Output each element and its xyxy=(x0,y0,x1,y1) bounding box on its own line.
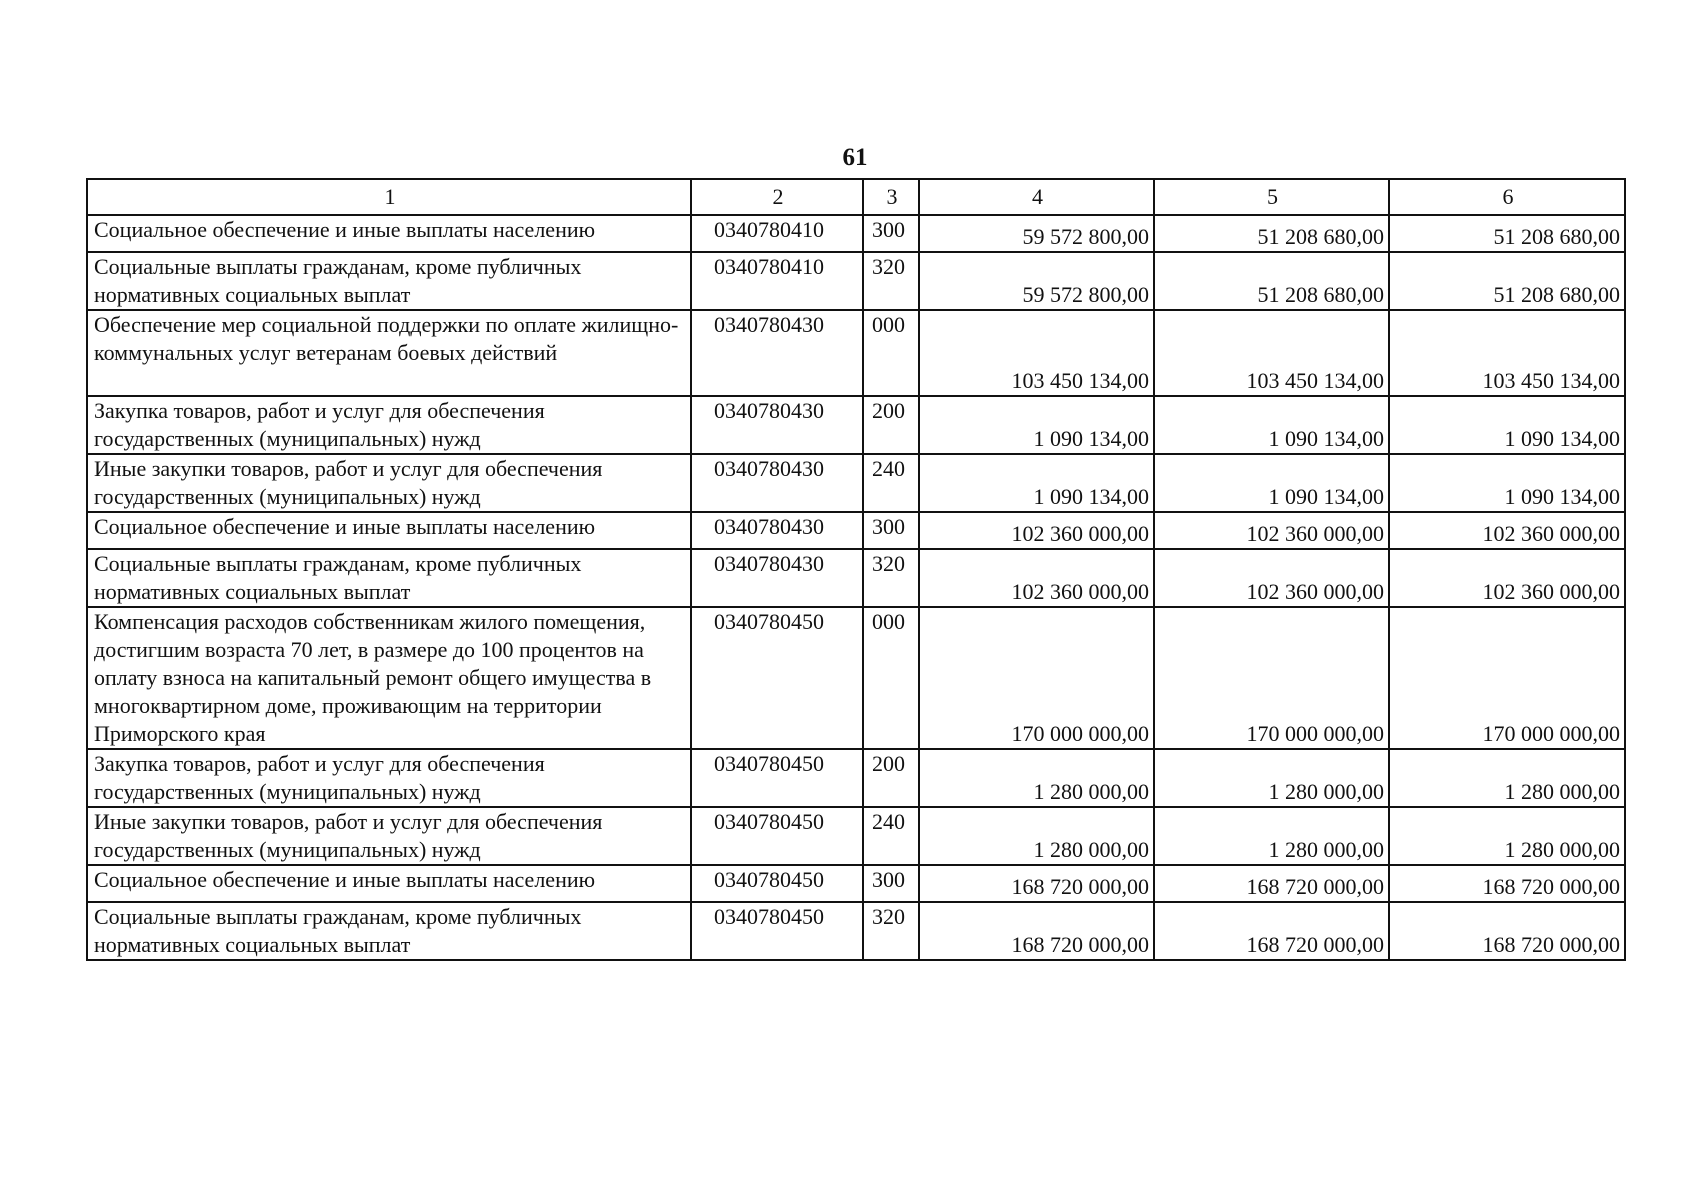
row-name: Закупка товаров, работ и услуг для обеспечения государственных (муниципальных) нужд xyxy=(87,749,691,807)
column-header-6: 6 xyxy=(1389,179,1625,215)
header-row xyxy=(87,179,1625,215)
row-expense-type: 240 xyxy=(863,454,919,512)
row-amount-5: 102 360 000,00 xyxy=(1154,512,1389,549)
row-expense-type: 300 xyxy=(863,215,919,252)
row-name: Компенсация расходов собственникам жилого помещения, достигшим возраста 70 лет, в размере до 100 процентов на оплату взноса на капитальный ремонт общего имущества в многоквартирном доме, проживающим на территории Приморского края xyxy=(87,607,691,749)
row-expense-type: 300 xyxy=(863,865,919,902)
row-amount-6: 168 720 000,00 xyxy=(1389,902,1625,960)
column-header-1: 1 xyxy=(87,179,691,215)
row-expense-type: 240 xyxy=(863,807,919,865)
column-header-3: 3 xyxy=(863,179,919,215)
row-amount-4: 103 450 134,00 xyxy=(919,310,1154,396)
row-amount-4: 168 720 000,00 xyxy=(919,865,1154,902)
table-row xyxy=(87,454,1625,512)
column-header-4: 4 xyxy=(919,179,1154,215)
table-row xyxy=(87,252,1625,310)
row-expense-type: 200 xyxy=(863,749,919,807)
row-target-code: 0340780430 xyxy=(691,454,863,512)
row-target-code: 0340780430 xyxy=(691,396,863,454)
table-row xyxy=(87,865,1625,902)
row-expense-type: 320 xyxy=(863,252,919,310)
row-expense-type: 300 xyxy=(863,512,919,549)
row-amount-4: 1 280 000,00 xyxy=(919,807,1154,865)
table-row xyxy=(87,749,1625,807)
row-amount-6: 170 000 000,00 xyxy=(1389,607,1625,749)
row-target-code: 0340780410 xyxy=(691,215,863,252)
row-target-code: 0340780430 xyxy=(691,512,863,549)
row-amount-6: 168 720 000,00 xyxy=(1389,865,1625,902)
row-amount-6: 1 280 000,00 xyxy=(1389,749,1625,807)
row-amount-4: 1 090 134,00 xyxy=(919,396,1154,454)
row-name: Социальные выплаты гражданам, кроме публичных нормативных социальных выплат xyxy=(87,902,691,960)
table-row xyxy=(87,902,1625,960)
row-amount-5: 51 208 680,00 xyxy=(1154,215,1389,252)
row-amount-5: 1 280 000,00 xyxy=(1154,749,1389,807)
row-amount-5: 1 090 134,00 xyxy=(1154,454,1389,512)
row-name: Иные закупки товаров, работ и услуг для обеспечения государственных (муниципальных) нужд xyxy=(87,454,691,512)
row-amount-6: 102 360 000,00 xyxy=(1389,512,1625,549)
row-name: Социальные выплаты гражданам, кроме публичных нормативных социальных выплат xyxy=(87,252,691,310)
row-amount-4: 59 572 800,00 xyxy=(919,215,1154,252)
row-target-code: 0340780450 xyxy=(691,865,863,902)
table-row xyxy=(87,310,1625,396)
row-name: Социальное обеспечение и иные выплаты населению xyxy=(87,215,691,252)
table-row xyxy=(87,215,1625,252)
budget-table xyxy=(86,178,1626,961)
row-amount-5: 168 720 000,00 xyxy=(1154,865,1389,902)
row-amount-4: 102 360 000,00 xyxy=(919,512,1154,549)
table-row xyxy=(87,396,1625,454)
row-amount-4: 1 090 134,00 xyxy=(919,454,1154,512)
row-target-code: 0340780450 xyxy=(691,807,863,865)
row-amount-6: 1 090 134,00 xyxy=(1389,454,1625,512)
row-expense-type: 320 xyxy=(863,902,919,960)
row-target-code: 0340780410 xyxy=(691,252,863,310)
table-row xyxy=(87,807,1625,865)
table-row xyxy=(87,549,1625,607)
row-name: Закупка товаров, работ и услуг для обеспечения государственных (муниципальных) нужд xyxy=(87,396,691,454)
row-target-code: 0340780450 xyxy=(691,749,863,807)
row-amount-6: 1 090 134,00 xyxy=(1389,396,1625,454)
row-amount-5: 1 280 000,00 xyxy=(1154,807,1389,865)
table-row xyxy=(87,512,1625,549)
row-target-code: 0340780450 xyxy=(691,902,863,960)
row-amount-6: 51 208 680,00 xyxy=(1389,215,1625,252)
row-target-code: 0340780450 xyxy=(691,607,863,749)
row-amount-4: 168 720 000,00 xyxy=(919,902,1154,960)
row-amount-4: 102 360 000,00 xyxy=(919,549,1154,607)
row-amount-5: 1 090 134,00 xyxy=(1154,396,1389,454)
row-amount-5: 103 450 134,00 xyxy=(1154,310,1389,396)
row-expense-type: 200 xyxy=(863,396,919,454)
row-amount-4: 59 572 800,00 xyxy=(919,252,1154,310)
row-amount-5: 102 360 000,00 xyxy=(1154,549,1389,607)
column-header-5: 5 xyxy=(1154,179,1389,215)
table-row xyxy=(87,607,1625,749)
row-amount-6: 103 450 134,00 xyxy=(1389,310,1625,396)
column-header-2: 2 xyxy=(691,179,863,215)
row-name: Социальное обеспечение и иные выплаты населению xyxy=(87,512,691,549)
row-amount-6: 51 208 680,00 xyxy=(1389,252,1625,310)
row-name: Иные закупки товаров, работ и услуг для обеспечения государственных (муниципальных) нужд xyxy=(87,807,691,865)
row-expense-type: 320 xyxy=(863,549,919,607)
row-target-code: 0340780430 xyxy=(691,310,863,396)
row-amount-4: 1 280 000,00 xyxy=(919,749,1154,807)
row-amount-4: 170 000 000,00 xyxy=(919,607,1154,749)
row-target-code: 0340780430 xyxy=(691,549,863,607)
row-name: Обеспечение мер социальной поддержки по оплате жилищно-коммунальных услуг ветеранам боевых действий xyxy=(87,310,691,396)
row-amount-5: 168 720 000,00 xyxy=(1154,902,1389,960)
row-name: Социальные выплаты гражданам, кроме публичных нормативных социальных выплат xyxy=(87,549,691,607)
row-amount-6: 1 280 000,00 xyxy=(1389,807,1625,865)
page-number: 61 xyxy=(842,144,868,171)
row-name: Социальное обеспечение и иные выплаты населению xyxy=(87,865,691,902)
row-amount-5: 170 000 000,00 xyxy=(1154,607,1389,749)
row-amount-6: 102 360 000,00 xyxy=(1389,549,1625,607)
row-expense-type: 000 xyxy=(863,310,919,396)
row-amount-5: 51 208 680,00 xyxy=(1154,252,1389,310)
row-expense-type: 000 xyxy=(863,607,919,749)
